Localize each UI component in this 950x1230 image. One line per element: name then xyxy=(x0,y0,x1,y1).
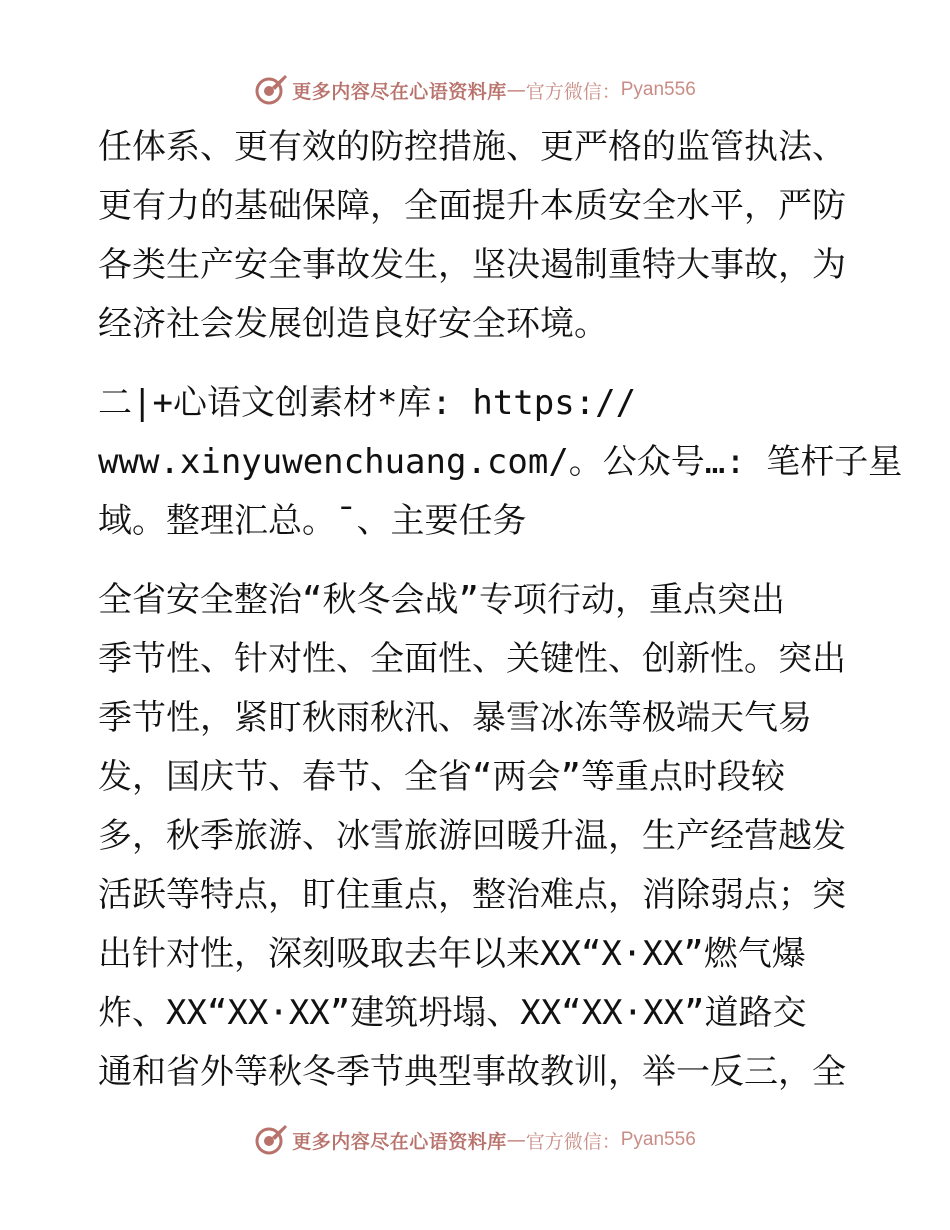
pen-logo-icon xyxy=(254,1123,288,1157)
text-line: 多，秋季旅游、冰雪旅游回暖升温，生产经营越发 xyxy=(98,816,846,856)
text-line: 任体系、更有效的防控措施、更严格的监管执法、 xyxy=(98,127,846,167)
text-line: 炸、XX“XX·XX”建筑坍塌、XX“XX·XX”道路交 xyxy=(98,993,807,1033)
text-line: 经济社会发展创造良好安全环境。 xyxy=(98,304,608,344)
text-line: 二|+心语文创素材*库: https:// xyxy=(98,383,637,423)
text-line: 更有力的基础保障，全面提升本质安全水平，严防 xyxy=(98,186,846,226)
document-body xyxy=(98,118,903,1102)
watermark-wechat-id: Pyan556 xyxy=(620,79,696,100)
watermark-right-text: 官方微信： xyxy=(525,80,621,103)
text-line: www.xinyuwenchuang.com/。公众号…: 笔杆子星 xyxy=(98,442,903,482)
paragraph-1 xyxy=(98,118,858,354)
text-line: 出针对性，深刻吸取去年以来XX“X·XX”燃气爆 xyxy=(98,934,806,974)
pen-logo-icon xyxy=(254,73,288,107)
watermark-left-text: 更多内容尽在心语资料库 xyxy=(292,80,507,103)
text-line: 通和省外等秋冬季节典型事故教训，举一反三，全 xyxy=(98,1052,846,1092)
text-line: 季节性，紧盯秋雨秋汛、暴雪冰冻等极端天气易 xyxy=(98,698,812,738)
watermark-right-text: 官方微信： xyxy=(525,1130,621,1153)
paragraph-3 xyxy=(98,571,858,1102)
paragraph-2 xyxy=(98,374,903,551)
text-line: 各类生产安全事故发生，坚决遏制重特大事故，为 xyxy=(98,245,846,285)
watermark-dash: — xyxy=(506,1129,526,1151)
text-line: 活跃等特点，盯住重点，整治难点，消除弱点；突 xyxy=(98,875,846,915)
text-line: 发，国庆节、春节、全省“两会”等重点时段较 xyxy=(98,757,785,797)
header-watermark xyxy=(0,70,950,110)
watermark-dash: — xyxy=(506,79,526,101)
text-line: 全省安全整治“秋冬会战”专项行动，重点突出 xyxy=(98,580,785,620)
watermark-left-text: 更多内容尽在心语资料库 xyxy=(292,1130,507,1153)
text-line: 季节性、针对性、全面性、关键性、创新性。突出 xyxy=(98,639,846,679)
watermark-wechat-id: Pyan556 xyxy=(620,1129,696,1150)
text-line: 域。整理汇总。¯、主要任务 xyxy=(98,501,527,541)
footer-watermark xyxy=(0,1120,950,1160)
